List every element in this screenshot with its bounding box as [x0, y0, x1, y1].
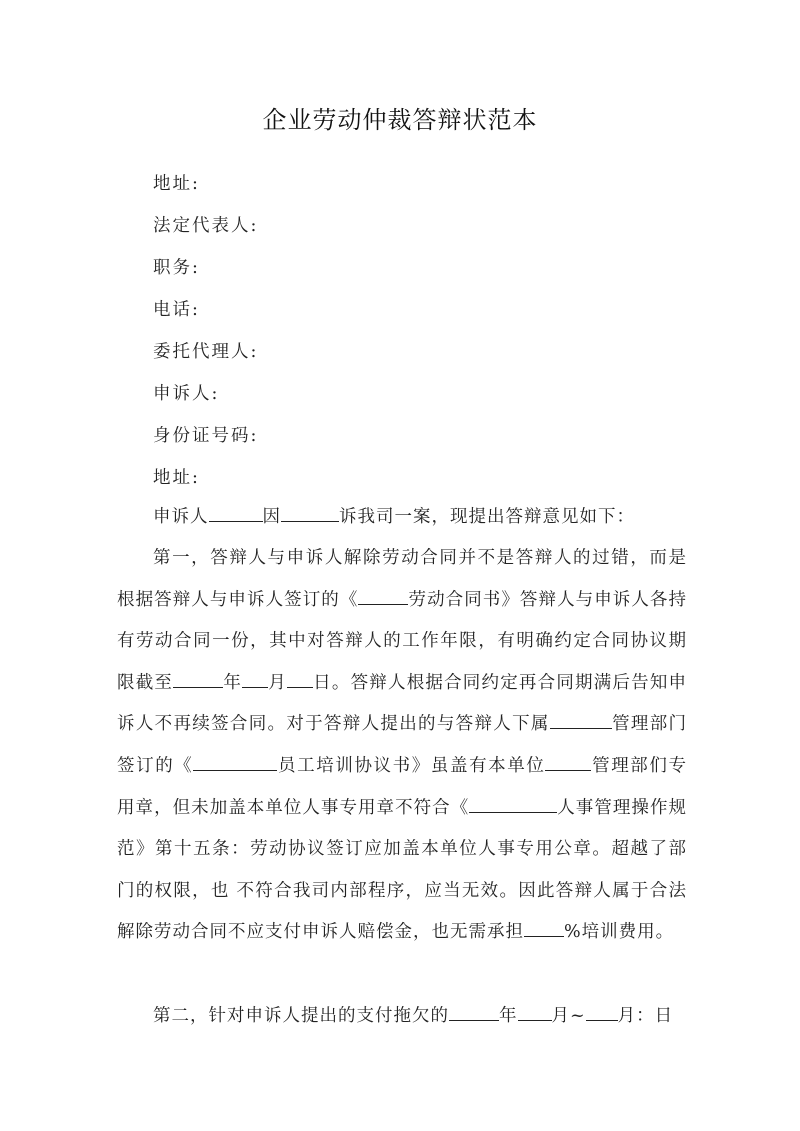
- intro-text: 申诉人: [153, 507, 209, 527]
- legal-representative-label: 法定代表人:: [153, 216, 259, 236]
- paragraph-text: 第二，针对申诉人提出的支付拖欠的: [153, 1006, 449, 1026]
- intro-text: 诉我司一案，现提出答辩意见如下：: [339, 507, 635, 527]
- paragraph-text: 员工培训协议书》虽盖有本单位: [277, 755, 546, 776]
- blank-year: [449, 1002, 499, 1021]
- blank-reason: [281, 503, 339, 522]
- paragraph-text: 管理部门签订的《: [117, 714, 688, 776]
- blank-day: [287, 668, 313, 687]
- blank-department: [550, 710, 612, 729]
- intro-text: 因: [262, 507, 281, 527]
- blank-applicant-name: [209, 503, 263, 522]
- paragraph-text: 月~: [551, 1006, 586, 1026]
- blank-regulation-name: [469, 793, 557, 812]
- document-title: 企业劳动仲裁答辩状范本: [262, 106, 538, 134]
- paragraph-text: 月: [268, 672, 287, 693]
- paragraph-one: [117, 538, 687, 954]
- respondent-address-label: 地址:: [153, 174, 200, 194]
- paragraph-two: [117, 996, 687, 1038]
- applicant-address-label: 地址:: [153, 468, 200, 488]
- intro-paragraph: [117, 497, 687, 539]
- paragraph-text: 年: [499, 1006, 518, 1026]
- paragraph-text: 月：日: [617, 1006, 674, 1026]
- position-label: 职务:: [153, 258, 200, 278]
- applicant-label: 申诉人:: [153, 384, 220, 404]
- paragraph-text: %培训费用。: [564, 922, 675, 943]
- paragraph-text: 日。答辩人根据合同约定再合同期满后告知申诉人不再续签合同。对于答辩人提出的与答辩人下属: [117, 672, 688, 735]
- paragraph-text: 劳动合同书》答辩人与申诉人各持有劳动合同一份，其中对答辩人的工作年限，有明确约定合同协议期限截至: [117, 589, 688, 693]
- phone-label: 电话:: [153, 300, 200, 320]
- blank-end-month: [586, 1002, 618, 1021]
- paragraph-text: 年: [223, 672, 243, 693]
- paragraph-text: 管理部们专用章，但未加盖本单位人事专用章不符合《: [117, 755, 688, 818]
- paragraph-text: 第一，答辩人与申诉人解除劳动合同并不是答辩人的过错，而是根据答辩人与申诉人签订的《: [117, 548, 687, 610]
- agent-label: 委托代理人:: [153, 342, 259, 362]
- blank-percentage: [524, 918, 564, 937]
- blank-month: [242, 668, 268, 687]
- blank-contract-name: [358, 585, 408, 604]
- paragraph-text: 人事管理操作规范》第十五条：劳动协议签订应加盖本单位人事专用公章。超越了部门的权限，也 不符合我司内部程序，应当无效。因此答辩人属于合法解除劳动合同不应支付申诉人赔偿金，也无需承担: [117, 797, 688, 943]
- blank-year: [173, 668, 223, 687]
- blank-training-agreement: [193, 752, 277, 771]
- blank-unit-department: [545, 752, 591, 771]
- blank-start-month: [518, 1002, 552, 1021]
- id-number-label: 身份证号码:: [153, 426, 259, 446]
